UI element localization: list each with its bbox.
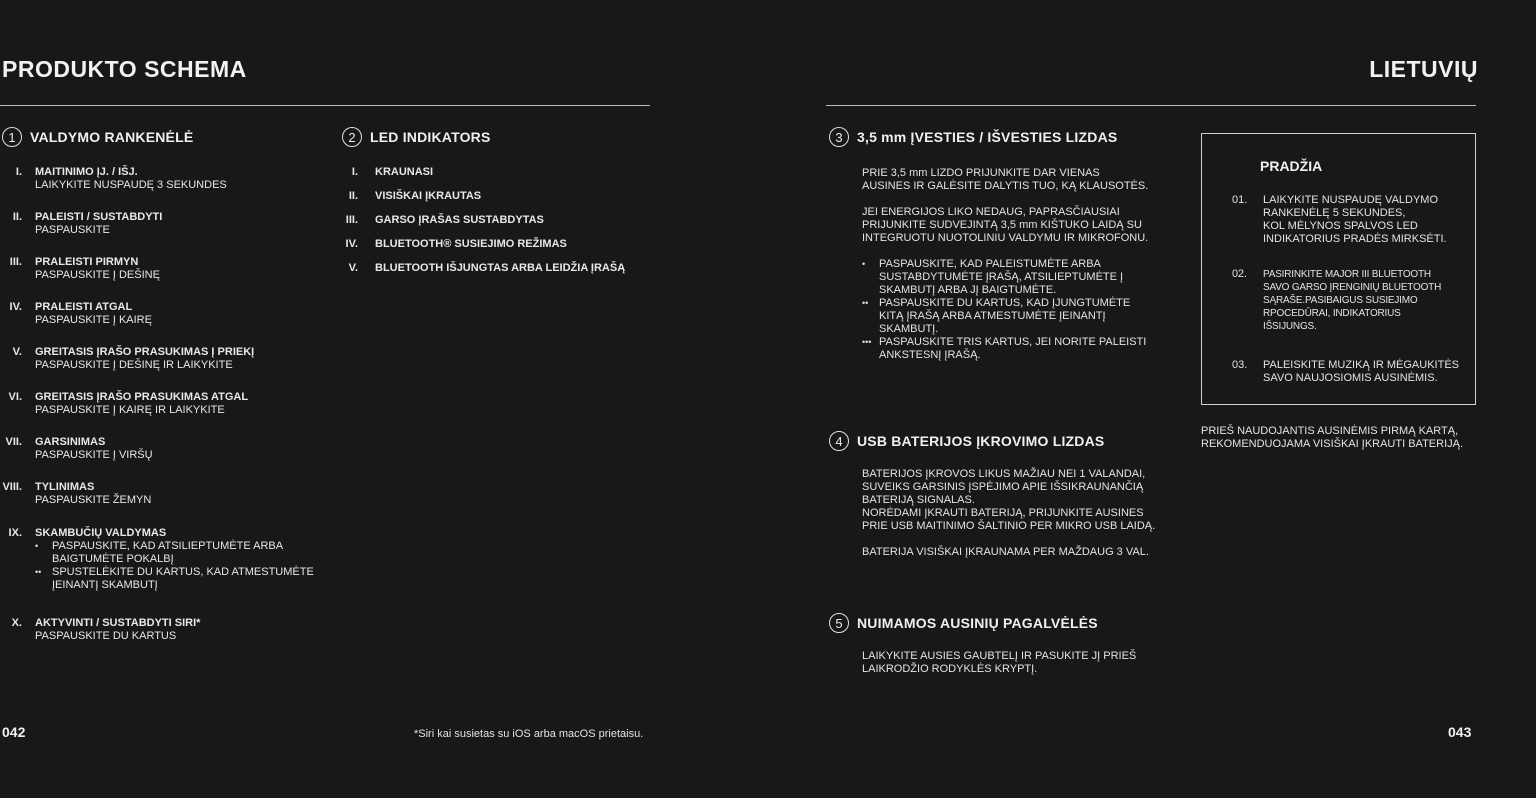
text-line: BATERIJOS ĮKROVOS LIKUS MAŽIAU NEI 1 VALANDAI,	[862, 468, 1146, 480]
text-line: LAIKRODŽIO RODYKLĖS KRYPTĮ.	[862, 663, 1038, 675]
section-title: LED INDIKATORS	[370, 129, 491, 145]
bullet-item	[862, 336, 1152, 362]
text-line: BATERIJĄ SIGNALAS.	[862, 494, 975, 506]
text-line: REKOMENDUOJAMA VISIŠKAI ĮKRAUTI BATERIJĄ.	[1201, 438, 1464, 450]
section-number-badge: 1	[2, 127, 22, 147]
section-header-led	[342, 127, 491, 147]
first-use-note	[1201, 425, 1501, 451]
led-list-item	[340, 214, 640, 227]
start-step-2	[1232, 268, 1472, 333]
section-number-badge: 2	[342, 127, 362, 147]
list-item-title: BLUETOOTH IŠJUNGTAS ARBA LEIDŽIA ĮRAŠĄ	[375, 262, 626, 274]
bullet-line: SKAMBUTĮ ARBA JĮ BAIGTUMĖTE.	[879, 284, 1057, 296]
step-number: 02.	[1232, 268, 1247, 280]
bullet-line: PASPAUSKITE, KAD ATSILIEPTUMĖTE ARBA	[52, 540, 284, 552]
bullet-mark: •	[35, 541, 39, 551]
bullet-mark: ••	[35, 567, 42, 577]
list-item-number: III.	[9, 256, 22, 268]
list-item-title: KRAUNASI	[375, 166, 434, 178]
section-number-badge: 5	[829, 613, 849, 633]
section-title: 3,5 mm ĮVESTIES / IŠVESTIES LIZDAS	[857, 129, 1118, 145]
led-list-item	[340, 190, 640, 203]
section-title: USB BATERIJOS ĮKROVIMO LIZDAS	[857, 433, 1105, 449]
text-line: AUSINES IR GALĖSITE DALYTIS TUO, KĄ KLAUSOTĖS.	[862, 180, 1149, 192]
list-item-number: II.	[348, 190, 358, 202]
list-item-number: IV.	[345, 238, 358, 250]
bullet-line: PASPAUSKITE TRIS KARTUS, JEI NORITE PALEISTI	[879, 336, 1147, 348]
footnote: *Siri kai susietas su iOS arba macOS prietaisu.	[414, 728, 644, 740]
list-item-title: GREITASIS ĮRAŠO PRASUKIMAS Į PRIEKĮ	[35, 346, 255, 358]
text-line: PRIE 3,5 mm LIZDO PRIJUNKITE DAR VIENAS	[862, 167, 1100, 179]
bullet-item	[862, 297, 1152, 336]
page-number-right: 043	[1448, 724, 1472, 740]
title-divider-right	[826, 105, 1476, 106]
list-item-title: GREITASIS ĮRAŠO PRASUKIMAS ATGAL	[35, 391, 249, 403]
page-number-left: 042	[2, 724, 26, 740]
section-number-badge: 3	[829, 127, 849, 147]
section-body-jack	[862, 167, 1152, 362]
text-line: SĄRAŠE.PASIBAIGUS SUSIEJIMO	[1263, 295, 1418, 306]
getting-started-box	[1201, 133, 1476, 405]
text-line: INTEGRUOTU NUOTOLINIU VALDYMU IR MIKROFONU.	[862, 232, 1149, 244]
list-item-title: AKTYVINTI / SUSTABDYTI SIRI*	[35, 617, 201, 629]
text-line: PRIJUNKITE SUDVEJINTĄ 3,5 mm KIŠTUKO LAIDĄ SU	[862, 219, 1142, 231]
list-item-title: TYLINIMAS	[35, 481, 95, 493]
list-item-desc: PASPAUSKITE ŽEMYN	[35, 494, 152, 506]
list-item	[0, 346, 330, 372]
list-item-number: X.	[11, 617, 22, 629]
bullet-mark: •	[862, 259, 866, 269]
text-line: KOL MĖLYNOS SPALVOS LED	[1263, 220, 1418, 232]
page-title-left: PRODUKTO SCHEMA	[2, 56, 247, 82]
text-line: JEI ENERGIJOS LIKO NEDAUG, PAPRASČIAUSIAI	[862, 206, 1120, 218]
led-list-item	[340, 262, 640, 275]
bullet-line: SPUSTELĖKITE DU KARTUS, KAD ATMESTUMĖTE	[52, 566, 314, 578]
list-item	[0, 211, 330, 237]
list-item-number: IV.	[9, 301, 22, 313]
text-line: INDIKATORIUS PRADĖS MIRKSĖTI.	[1263, 233, 1447, 245]
led-list-item	[340, 238, 640, 251]
step-number: 01.	[1232, 194, 1248, 206]
section-body-usb	[862, 468, 1162, 559]
text-line: SAVO NAUJOSIOMIS AUSINĖMIS.	[1263, 372, 1438, 384]
list-item-call-control	[0, 527, 330, 592]
list-item-desc: PASPAUSKITE Į VIRŠŲ	[35, 449, 153, 461]
text-line: PALEISKITE MUZIKĄ IR MĖGAUKITĖS	[1263, 359, 1460, 371]
list-item-title: BLUETOOTH® SUSIEJIMO REŽIMAS	[375, 238, 567, 250]
section-header-usb	[829, 431, 1104, 451]
list-item-desc: PASPAUSKITE Į KAIRĘ	[35, 314, 152, 326]
list-item-number: V.	[348, 262, 358, 274]
list-item	[0, 391, 330, 417]
section-header-jack	[829, 127, 1117, 147]
list-item-title: VISIŠKAI ĮKRAUTAS	[375, 190, 482, 202]
list-item-siri	[0, 617, 330, 643]
section-number-badge: 4	[829, 431, 849, 451]
step-number: 03.	[1232, 359, 1248, 371]
list-item-title: SKAMBUČIŲ VALDYMAS	[35, 527, 167, 539]
bullet-item	[35, 540, 330, 566]
bullet-mark: ••	[862, 298, 869, 308]
list-item	[0, 301, 330, 327]
list-item-desc: PASPAUSKITE Į KAIRĘ IR LAIKYKITE	[35, 404, 225, 416]
bullet-line: PASPAUSKITE, KAD PALEISTUMĖTE ARBA	[879, 258, 1101, 270]
page-title-right: LIETUVIŲ	[1369, 56, 1478, 82]
list-item-title: PRALEISTI PIRMYN	[35, 256, 139, 268]
section-body-cushions	[862, 650, 1162, 676]
box-title: PRADŽIA	[1260, 158, 1323, 174]
list-item-number: III.	[345, 214, 358, 226]
list-item-desc: PASPAUSKITE Į DEŠINĘ IR LAIKYKITE	[35, 359, 233, 371]
text-line: PASIRINKITE MAJOR III BLUETOOTH	[1263, 269, 1431, 280]
text-line: SAVO GARSO ĮRENGINIŲ BLUETOOTH	[1263, 282, 1442, 293]
list-item-title: MAITINIMO ĮJ. / IŠJ.	[35, 166, 138, 178]
list-item-desc: PASPAUSKITE Į DEŠINĘ	[35, 269, 160, 281]
section-title: NUIMAMOS AUSINIŲ PAGALVĖLĖS	[857, 615, 1098, 631]
list-item-title: PALEISTI / SUSTABDYTI	[35, 211, 163, 223]
text-line: IŠSIJUNGS.	[1263, 321, 1317, 332]
text-line: RANKENĖLĘ 5 SEKUNDES,	[1263, 207, 1406, 219]
text-line: LAIKYKITE AUSIES GAUBTELĮ IR PASUKITE JĮ PRIEŠ	[862, 650, 1137, 662]
bullet-line: SKAMBUTĮ.	[879, 323, 939, 335]
list-item-number: VIII.	[2, 481, 22, 493]
list-item-number: I.	[351, 166, 358, 178]
led-list-item	[340, 166, 640, 179]
list-item	[0, 436, 330, 462]
start-step-1	[1232, 194, 1472, 246]
title-divider-left	[0, 105, 650, 106]
text-line: SUVEIKS GARSINIS ĮSPĖJIMO APIE IŠSIKRAUNANČIĄ	[862, 481, 1144, 493]
list-item-number: IX.	[8, 527, 22, 539]
list-item-number: VII.	[5, 436, 22, 448]
bullet-line: ANKSTESNĮ ĮRAŠĄ.	[879, 349, 981, 361]
list-item-number: I.	[15, 166, 22, 178]
text-line: PRIE USB MAITINIMO ŠALTINIO PER MIKRO USB LAIDĄ.	[862, 520, 1156, 532]
bullet-item	[862, 258, 1152, 297]
list-item-desc: LAIKYKITE NUSPAUDĘ 3 SEKUNDES	[35, 179, 227, 191]
start-step-3	[1232, 359, 1472, 385]
section-header-cushions	[829, 613, 1098, 633]
list-item-title: GARSO ĮRAŠAS SUSTABDYTAS	[375, 214, 544, 226]
list-item-title: GARSINIMAS	[35, 436, 106, 448]
list-item-desc: PASPAUSKITE	[35, 224, 110, 236]
section-title: VALDYMO RANKENĖLĖ	[30, 129, 194, 145]
bullet-mark: •••	[862, 337, 872, 347]
text-line: BATERIJA VISIŠKAI ĮKRAUNAMA PER MAŽDAUG 3 VAL.	[862, 546, 1149, 558]
bullet-line: PASPAUSKITE DU KARTUS, KAD ĮJUNGTUMĖTE	[879, 297, 1131, 309]
bullet-item	[35, 566, 330, 592]
text-line: NORĖDAMI ĮKRAUTI BATERIJĄ, PRIJUNKITE AUSINES	[862, 507, 1144, 519]
bullet-line: ĮEINANTĮ SKAMBUTĮ	[52, 579, 158, 591]
text-line: PRIEŠ NAUDOJANTIS AUSINĖMIS PIRMĄ KARTĄ,	[1201, 425, 1459, 437]
list-item-title: PRALEISTI ATGAL	[35, 301, 133, 313]
list-item	[0, 256, 330, 282]
bullet-line: KITĄ ĮRAŠĄ ARBA ATMESTUMĖTE ĮEINANTĮ	[879, 310, 1106, 322]
list-item-number: II.	[12, 211, 22, 223]
bullet-line: BAIGTUMĖTE POKALBĮ	[52, 553, 174, 565]
list-item-desc: PASPAUSKITE DU KARTUS	[35, 630, 177, 642]
list-item-number: V.	[12, 346, 22, 358]
text-line: LAIKYKITE NUSPAUDĘ VALDYMO	[1263, 194, 1439, 206]
text-line: RPOCEDŪRAI, INDIKATORIUS	[1263, 308, 1401, 319]
list-item	[0, 481, 330, 507]
bullet-line: SUSTABDYTUMĖTE ĮRAŠĄ, ATSILIEPTUMĖTE Į	[879, 271, 1124, 283]
list-item	[0, 166, 330, 192]
section-header-control-knob	[2, 127, 193, 147]
list-item-number: VI.	[8, 391, 22, 403]
